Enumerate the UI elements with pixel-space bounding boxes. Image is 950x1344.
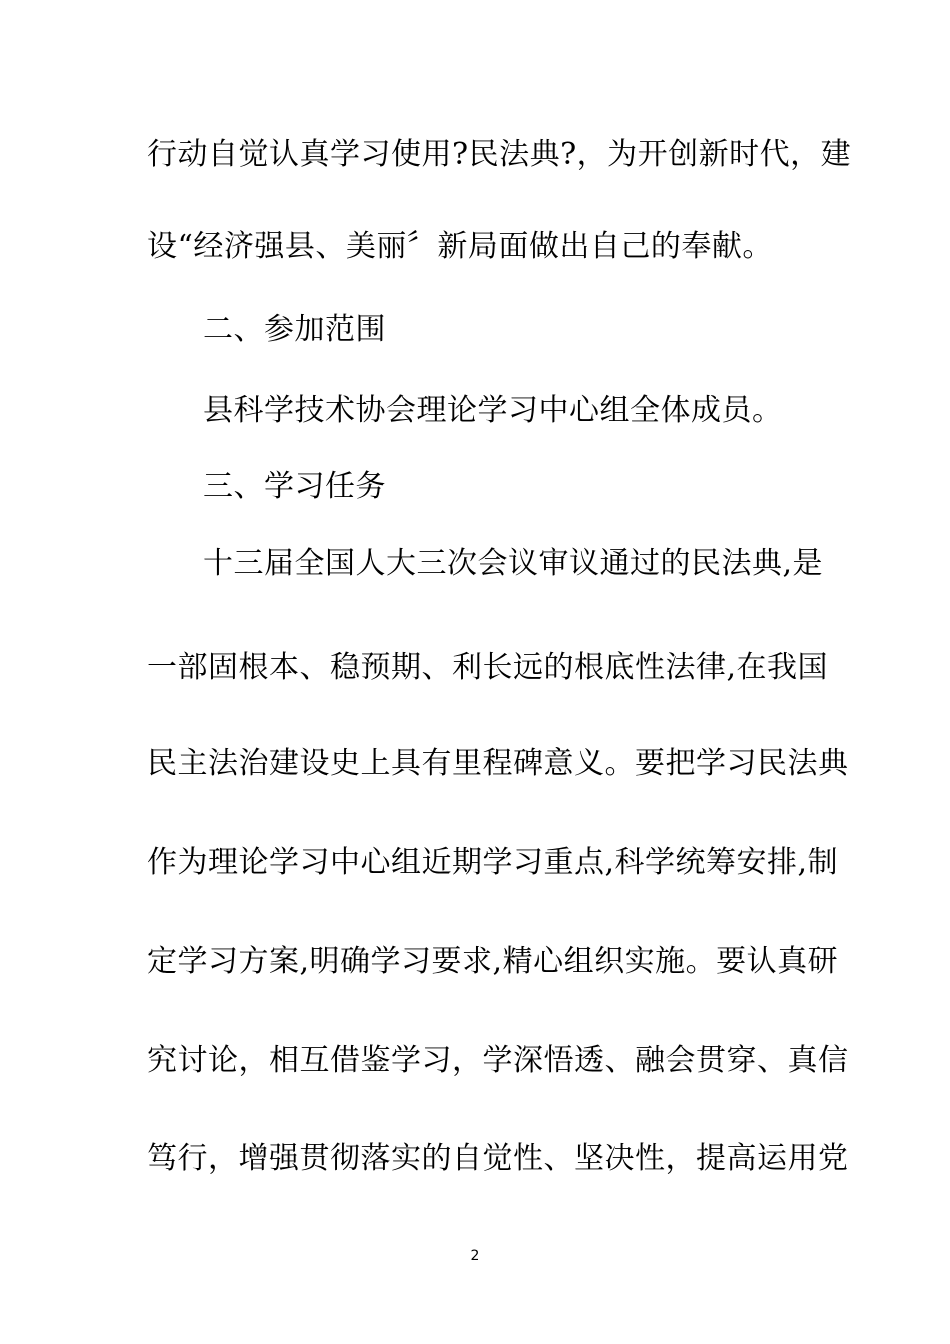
paragraph-line-9: 笃行，增强贯彻落实的自觉性、坚决性，提高运用党 xyxy=(147,1141,849,1176)
paragraph-line-5: 民主法治建设史上具有里程碑意义。要把学习民法典 xyxy=(147,746,849,781)
paragraph-line-8: 究讨论，相互借鉴学习，学深悟透、融会贯穿、真信 xyxy=(147,1043,849,1078)
paragraph-line-6: 作为理论学习中心组近期学习重点,科学统筹安排,制 xyxy=(147,845,839,880)
paragraph-line-7: 定学习方案,明确学习要求,精心组织实施。要认真研 xyxy=(147,944,839,979)
paragraph-line-4: 一部固根本、稳预期、利长远的根底性法律,在我国 xyxy=(147,650,829,685)
paragraph-line-2: 设“经济强县、美丽〞新局面做出自己的奉献。 xyxy=(147,229,773,264)
scope-text: 县科学技术协会理论学习中心组全体成员。 xyxy=(203,393,783,428)
paragraph-line-3: 十三届全国人大三次会议审议通过的民法典,是 xyxy=(203,546,824,581)
paragraph-line-1: 行动自觉认真学习使用?民法典?，为开创新时代，建 xyxy=(147,137,852,172)
page-number: 2 xyxy=(470,1248,480,1264)
section-heading-scope: 二、参加范围 xyxy=(203,312,386,347)
section-heading-tasks: 三、学习任务 xyxy=(203,469,386,504)
